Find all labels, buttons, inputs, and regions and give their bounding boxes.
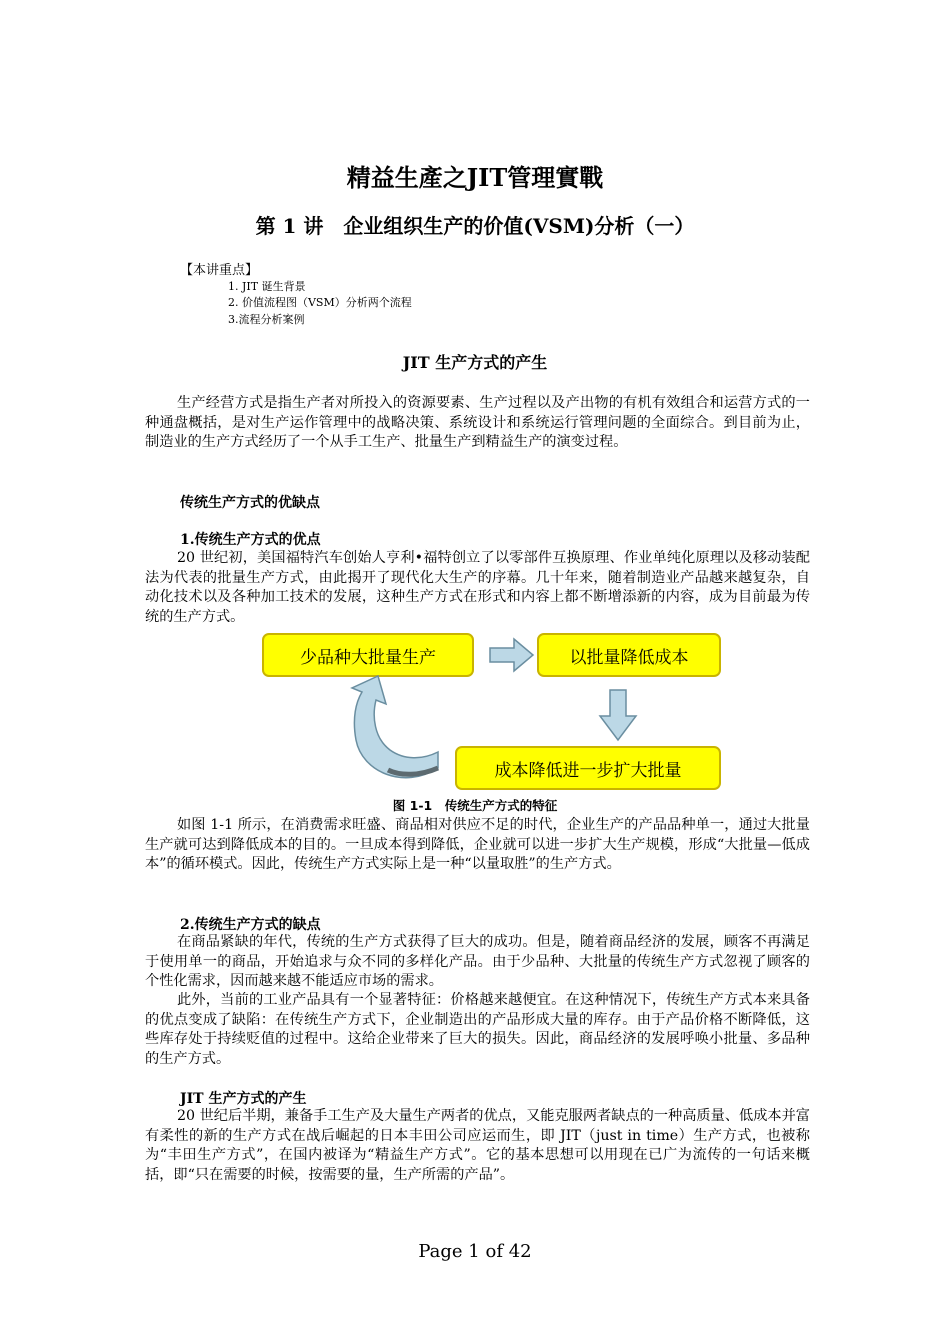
- box-lower-cost-by-batch: 以批量降低成本: [537, 633, 721, 677]
- page-footer: Page 1 of 42: [418, 1241, 532, 1262]
- key-points-heading: 【本讲重点】: [180, 263, 259, 278]
- advantages-paragraph: 20 世纪初，美国福特汽车创始人亨利•福特创立了以零部件互换原理、作业单纯化原理以及移动装配法为代表的批量生产方式，由此揭开了现代化大生产的序幕。几十年来，随着制造业产品越来越复杂，自动化技术以及各种加工技术的发展，这种生产方式在形式和内容上都不断增添新的内容，成为目前最为传统的生产方式。: [145, 550, 810, 625]
- figure-caption: 图 1-1 传统生产方式的特征: [392, 798, 558, 813]
- jit-paragraph: 20 世纪后半期，兼备手工生产及大量生产两者的优点，又能克服两者缺点的一种高质量、低成本并富有柔性的新的生产方式在战后崛起的日本丰田公司应运而生，即 JIT（just in time）生产方式，也被称为“丰田生产方式”，在国内被译为“精益生产方式”。它的基本思想可以用现在已广为流传的一句话来概括，即“只在需要的时候，按需要的量，生产所需的产品”。: [145, 1108, 810, 1183]
- key-point-item: 3.流程分析案例: [228, 313, 305, 326]
- disadvantages-paragraph-1: 在商品紧缺的年代，传统的生产方式获得了巨大的成功。但是，随着商品经济的发展，顾客不再满足于使用单一的商品，开始追求与众不同的多样化产品。由于少品种、大批量的传统生产方式忽视了顾客的个性化需求，因而越来越不能适应市场的需求。: [145, 934, 810, 990]
- lecture-title: 第 1 讲 企业组织生产的价值(VSM)分析（一）: [255, 214, 695, 238]
- cycle-curved-arrow-icon: [352, 676, 438, 778]
- box-cost-reduction-expand-batch: 成本降低进一步扩大批量: [455, 746, 721, 790]
- key-point-item: 2. 价值流程图（VSM）分析两个流程: [228, 296, 412, 309]
- down-arrow-icon: [600, 690, 636, 740]
- box-small-variety-mass-production: 少品种大批量生产: [262, 633, 474, 677]
- figure-paragraph: 如图 1-1 所示，在消费需求旺盛、商品相对供应不足的时代，企业生产的产品品种单一，通过大批量生产就可达到降低成本的目的。一旦成本得到降低，企业就可以进一步扩大生产规模，形成“大批量—低成本”的循环模式。因此，传统生产方式实际上是一种“以量取胜”的生产方式。: [145, 817, 810, 873]
- disadvantages-heading: 2.传统生产方式的缺点: [180, 917, 321, 933]
- jit-heading: JIT 生产方式的产生: [180, 1091, 307, 1107]
- disadvantages-paragraph-2: 此外，当前的工业产品具有一个显著特征：价格越来越便宜。在这种情况下，传统生产方式本来具备的优点变成了缺陷：在传统生产方式下，企业制造出的产品形成大量的库存。由于产品价格不断降低，这些库存处于持续贬值的过程中。这给企业带来了巨大的损失。因此，商品经济的发展呼唤小批量、多品种的生产方式。: [145, 992, 810, 1067]
- right-arrow-icon: [490, 639, 533, 671]
- document-title: 精益生產之JIT管理實戰: [346, 163, 604, 192]
- traditional-heading: 传统生产方式的优缺点: [180, 495, 320, 511]
- section-heading: JIT 生产方式的产生: [402, 353, 548, 372]
- intro-paragraph: 生产经营方式是指生产者对所投入的资源要素、生产过程以及产出物的有机有效组合和运营方式的一种通盘概括，是对生产运作管理中的战略决策、系统设计和系统运行管理问题的全面综合。到目前为止，制造业的生产方式经历了一个从手工生产、批量生产到精益生产的演变过程。: [145, 395, 810, 451]
- key-point-item: 1. JIT 诞生背景: [228, 280, 306, 293]
- advantages-heading: 1.传统生产方式的优点: [180, 532, 321, 548]
